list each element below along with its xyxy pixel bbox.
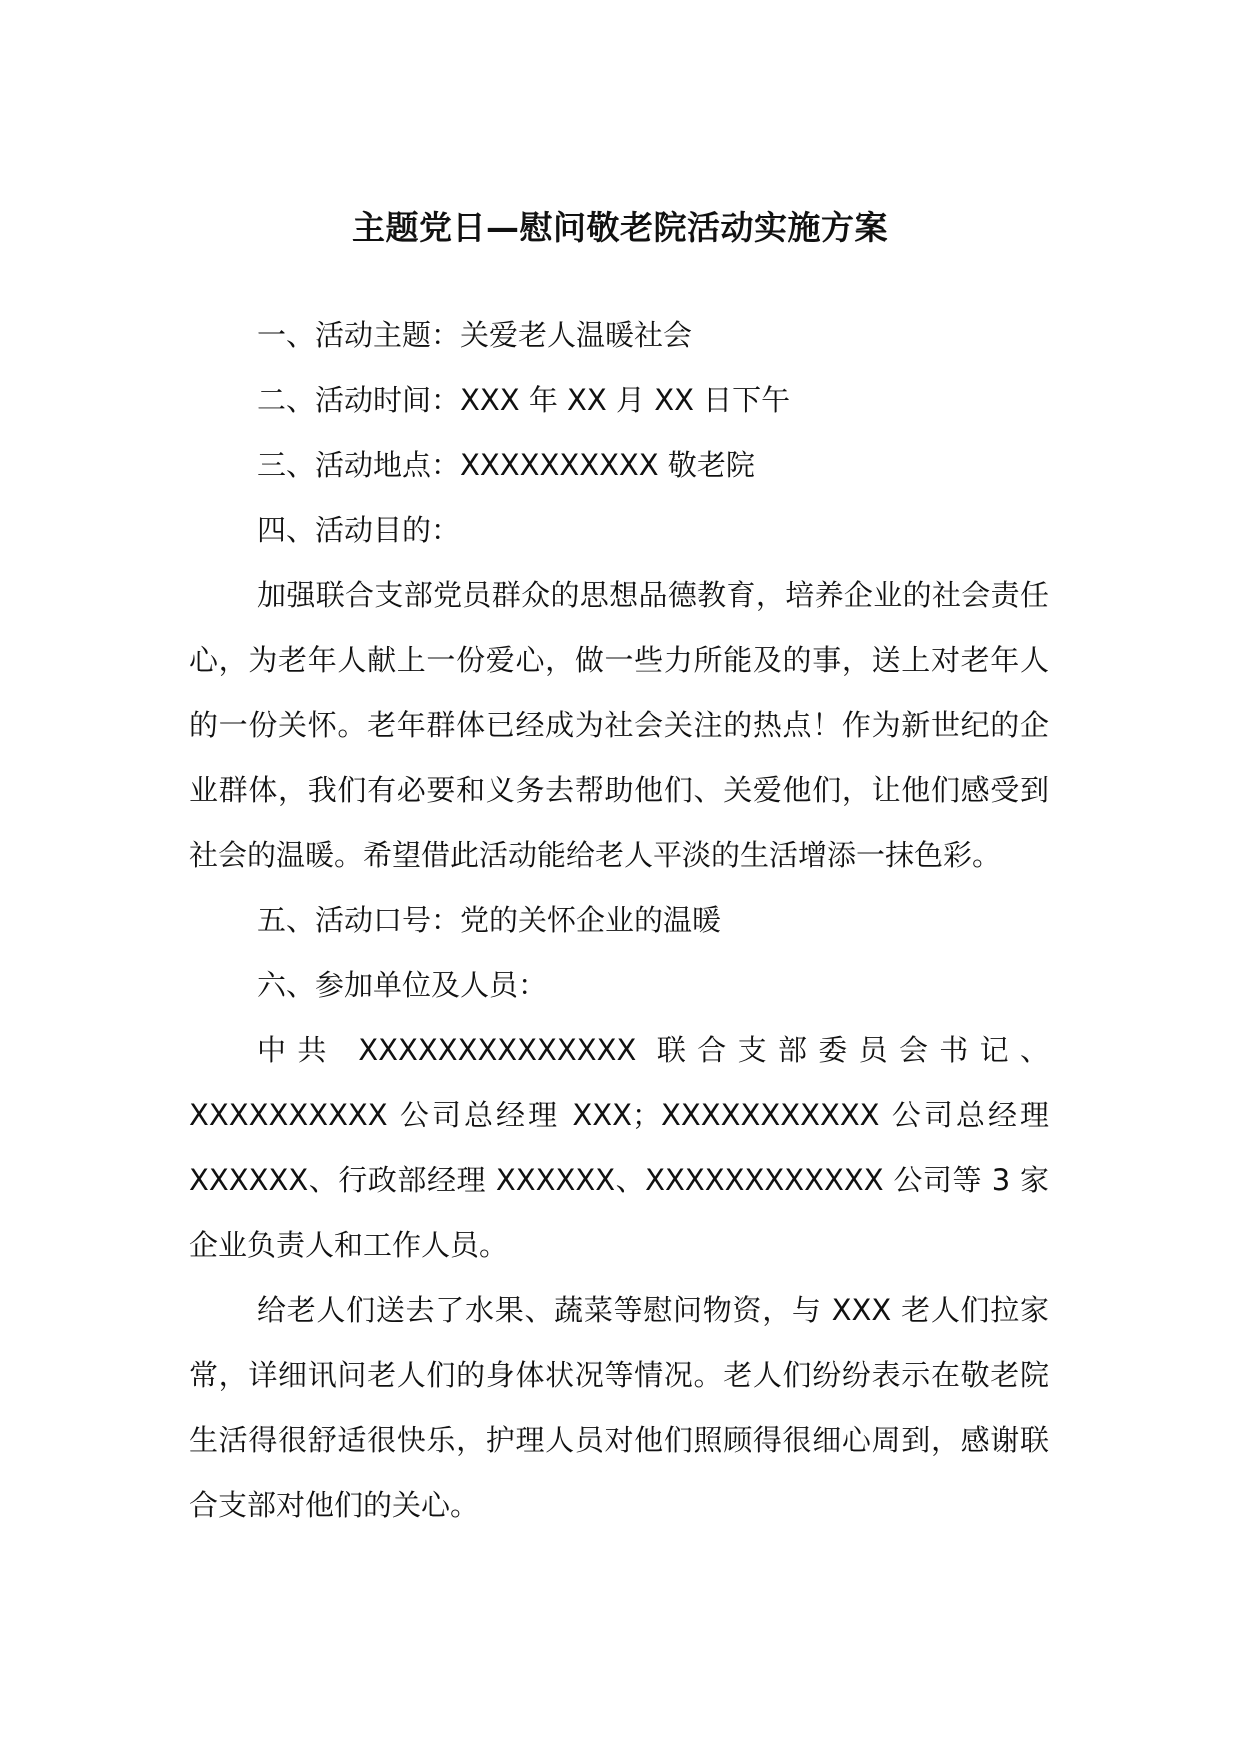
item-participants-heading: 六、参加单位及人员： — [257, 968, 548, 1002]
document-body — [189, 303, 1049, 1538]
participants-paragraph: 中共 XXXXXXXXXXXXXX 联合支部委员会书记、XXXXXXXXXX 公司总经理 XXX；XXXXXXXXXXX 公司总经理 XXXXXX、行政部经理 XXXXXX、XXXXXXXXXXXX 公司等 3 家企业负责人和工作人员。 — [189, 1033, 1049, 1262]
closing-paragraph: 给老人们送去了水果、蔬菜等慰问物资，与 XXX 老人们拉家常，详细讯问老人们的身体状况等情况。老人们纷纷表示在敬老院生活得很舒适很快乐，护理人员对他们照顾得很细心周到，感谢联合支部对他们的关心。 — [189, 1293, 1049, 1522]
document-title: 主题党日—慰问敬老院活动实施方案 — [352, 208, 888, 247]
purpose-paragraph: 加强联合支部党员群众的思想品德教育，培养企业的社会责任心，为老年人献上一份爱心，做一些力所能及的事，送上对老年人的一份关怀。老年群体已经成为社会关注的热点！作为新世纪的企业群体，我们有必要和义务去帮助他们、关爱他们，让他们感受到社会的温暖。希望借此活动能给老人平淡的生活增添一抹色彩。 — [189, 578, 1049, 872]
item-location: 三、活动地点：XXXXXXXXXX 敬老院 — [257, 448, 755, 482]
item-theme: 一、活动主题：关爱老人温暖社会 — [257, 318, 693, 352]
item-slogan: 五、活动口号：党的关怀企业的温暖 — [257, 903, 722, 937]
item-purpose-heading: 四、活动目的： — [257, 513, 461, 547]
item-time: 二、活动时间：XXX 年 XX 月 XX 日下午 — [257, 383, 791, 417]
